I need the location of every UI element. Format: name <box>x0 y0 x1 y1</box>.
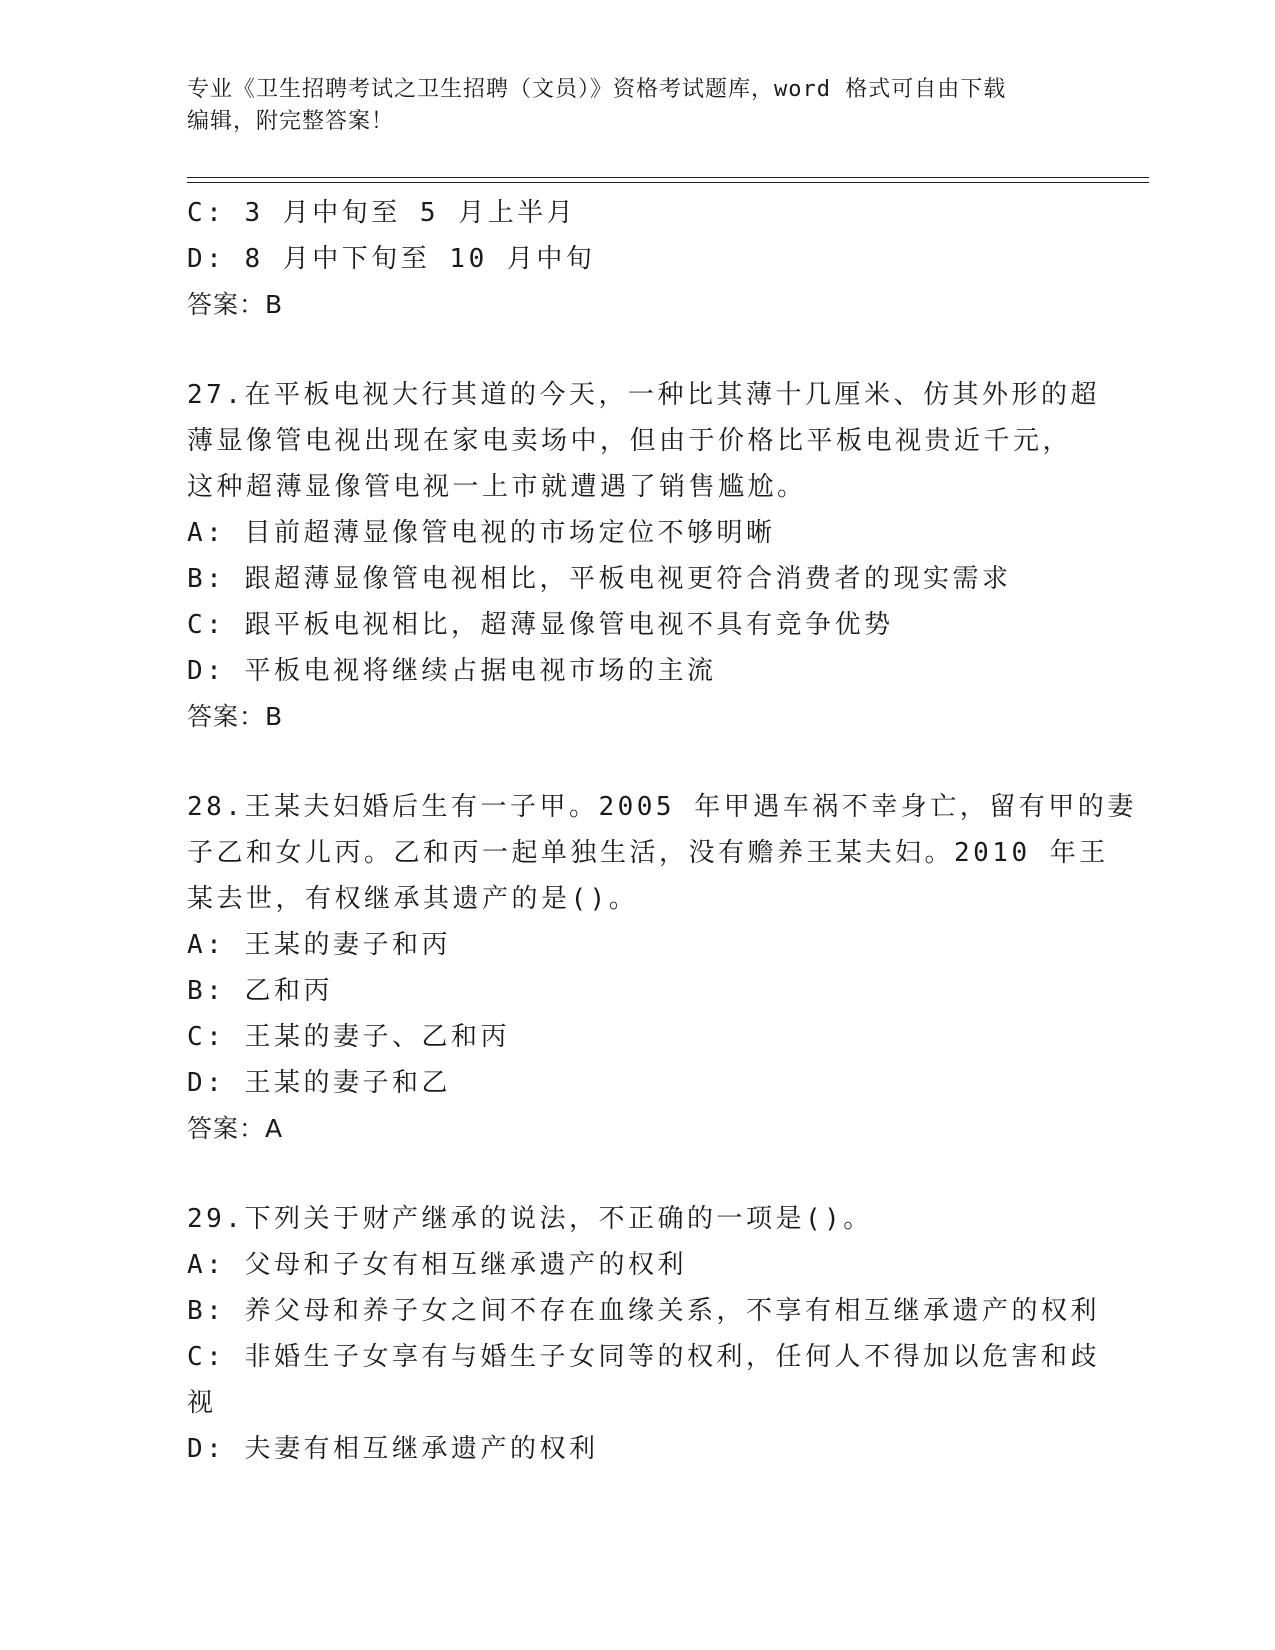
option-b: B: 养父母和养子女之间不存在血缘关系，不享有相互继承遗产的权利 <box>187 1296 1100 1326</box>
option-b: B: 乙和丙 <box>187 976 333 1006</box>
question-stem-line: 27.在平板电视大行其道的今天，一种比其薄十几厘米、仿其外形的超 <box>187 380 1100 410</box>
answer-line: 答案：A <box>187 1114 284 1143</box>
question-stem-line: 28.王某夫妇婚后生有一子甲。2005 年甲遇车祸不幸身亡，留有甲的妻 <box>187 792 1137 822</box>
document-body <box>187 190 1137 1472</box>
header-divider-top <box>187 177 1149 178</box>
option-d: D: 8 月中下旬至 10 月中旬 <box>187 244 596 274</box>
answer-line: 答案：B <box>187 290 284 319</box>
header-divider-bottom <box>187 182 1149 183</box>
question-stem-line: 29.下列关于财产继承的说法，不正确的一项是()。 <box>187 1204 873 1234</box>
header-line-1: 专业《卫生招聘考试之卫生招聘（文员）》资格考试题库，word 格式可自由下载 <box>187 77 1007 102</box>
question-26-tail <box>187 190 1087 328</box>
option-c: C: 王某的妻子、乙和丙 <box>187 1022 510 1052</box>
option-c: C: 非婚生子女享有与婚生子女同等的权利，任何人不得加以危害和歧 <box>187 1342 1100 1372</box>
option-b: B: 跟超薄显像管电视相比，平板电视更符合消费者的现实需求 <box>187 564 1012 594</box>
option-c-continuation: 视 <box>187 1388 217 1418</box>
question-stem-line: 这种超薄显像管电视一上市就遭遇了销售尴尬。 <box>187 472 807 502</box>
option-c: C: 跟平板电视相比，超薄显像管电视不具有竞争优势 <box>187 610 894 640</box>
option-d: D: 夫妻有相互继承遗产的权利 <box>187 1434 599 1464</box>
option-d: D: 平板电视将继续占据电视市场的主流 <box>187 656 717 686</box>
spacer <box>187 740 1087 784</box>
question-29 <box>187 1196 1100 1472</box>
option-d: D: 王某的妻子和乙 <box>187 1068 451 1098</box>
option-a: A: 王某的妻子和丙 <box>187 930 451 960</box>
question-27 <box>187 372 1100 740</box>
spacer <box>187 1152 1087 1196</box>
spacer <box>187 328 1087 372</box>
header-line-2: 编辑，附完整答案！ <box>187 109 395 134</box>
document-header <box>187 74 1067 138</box>
option-a: A: 父母和子女有相互继承遗产的权利 <box>187 1250 687 1280</box>
option-a: A: 目前超薄显像管电视的市场定位不够明晰 <box>187 518 776 548</box>
option-c: C: 3 月中旬至 5 月上半月 <box>187 198 577 228</box>
answer-line: 答案：B <box>187 702 284 731</box>
question-stem-line: 某去世，有权继承其遗产的是()。 <box>187 884 639 914</box>
question-28 <box>187 784 1137 1152</box>
question-stem-line: 薄显像管电视出现在家电卖场中，但由于价格比平板电视贵近千元， <box>187 426 1073 456</box>
question-stem-line: 子乙和女儿丙。乙和丙一起单独生活，没有赡养王某夫妇。2010 年王 <box>187 838 1109 868</box>
